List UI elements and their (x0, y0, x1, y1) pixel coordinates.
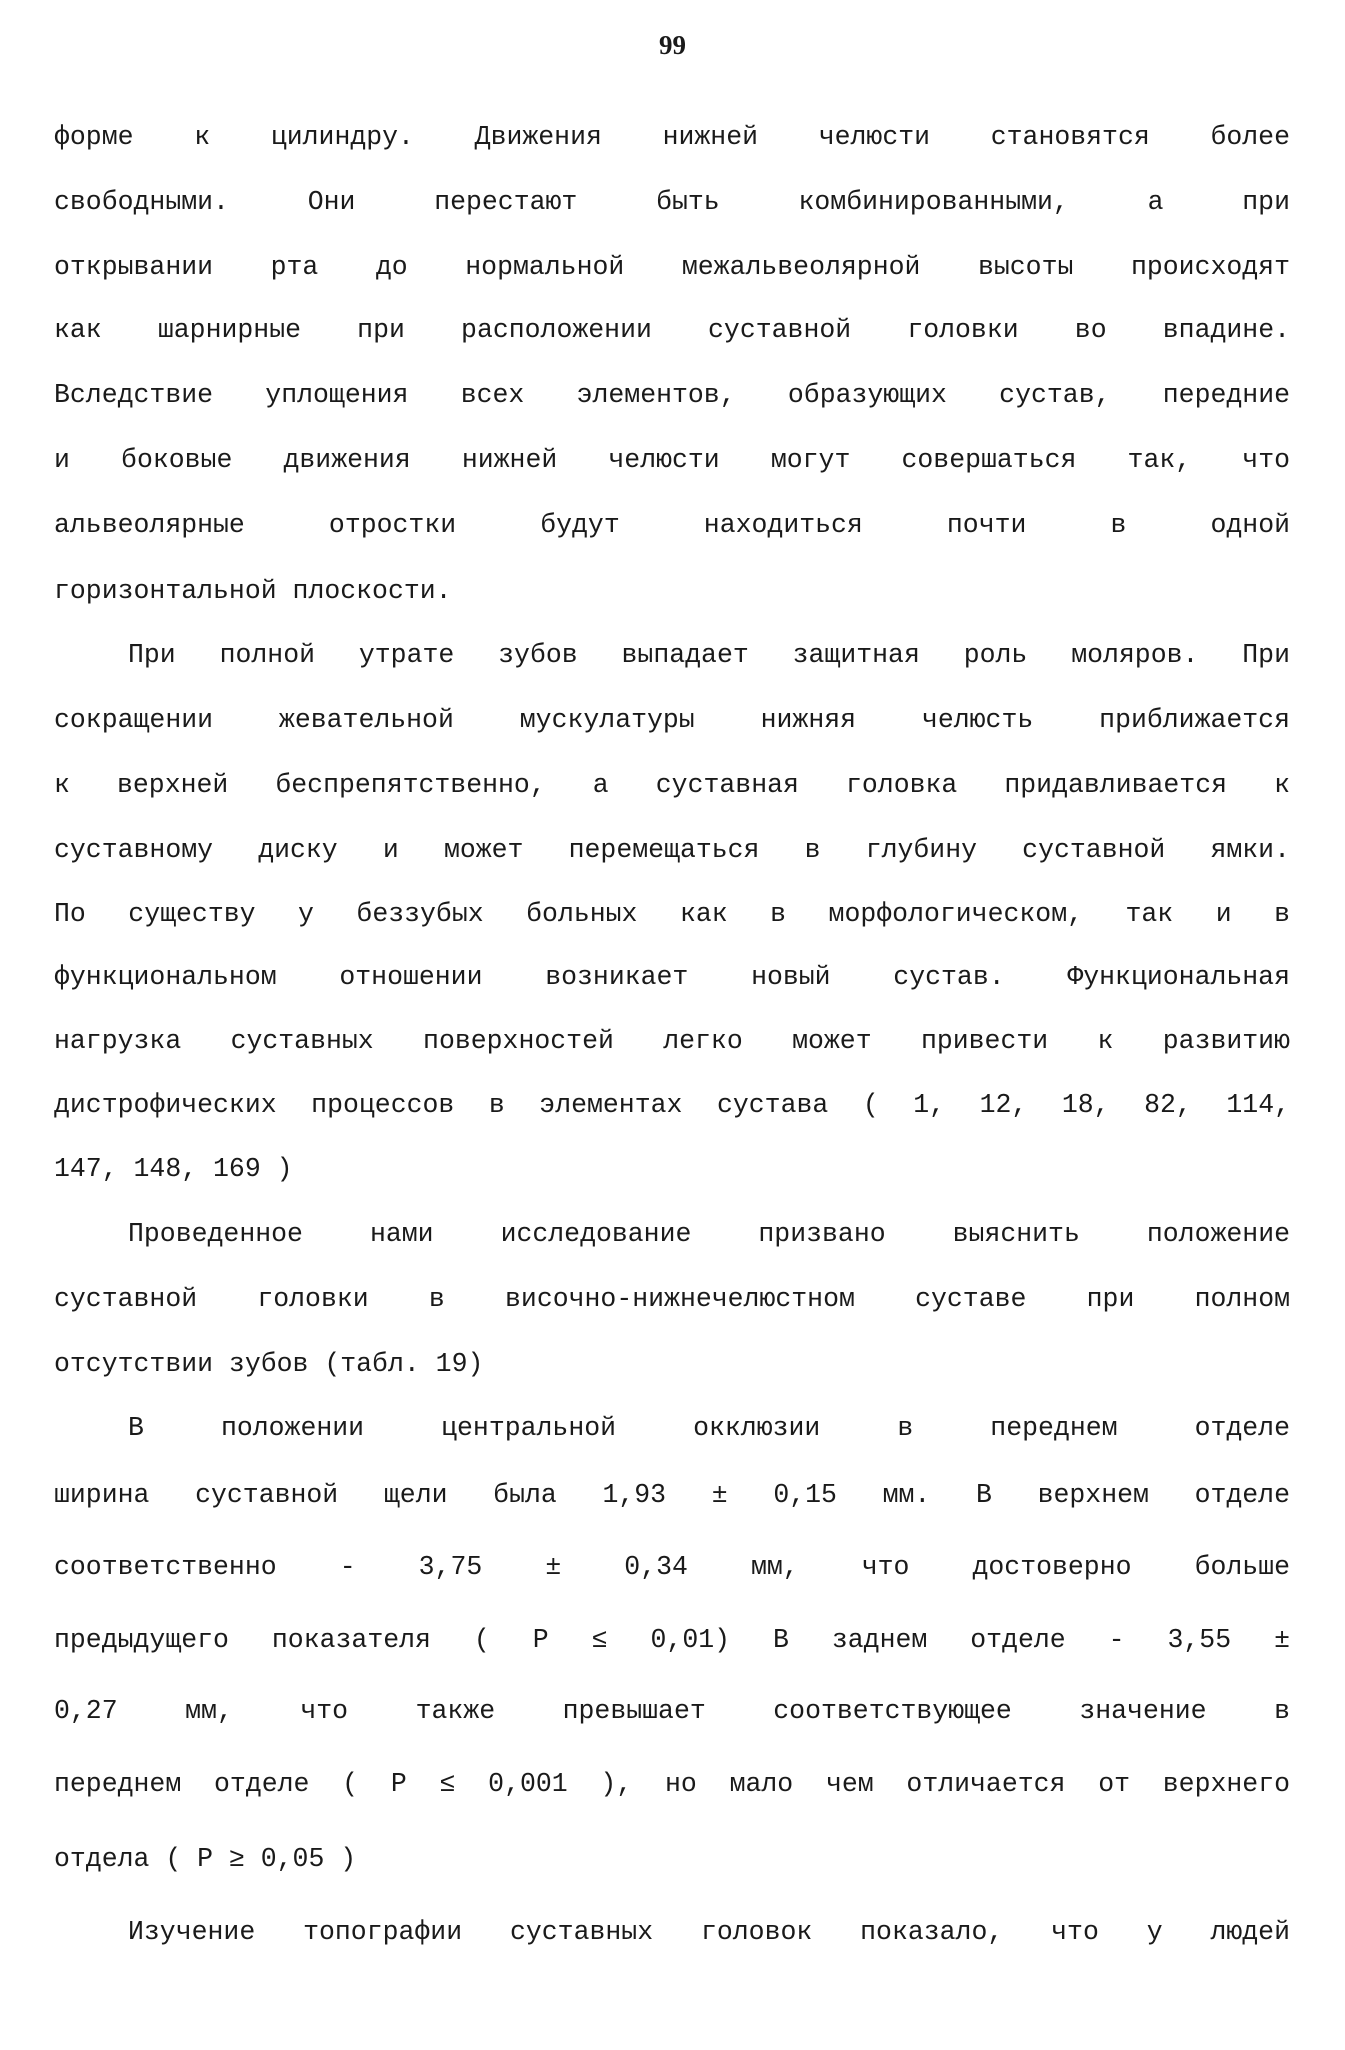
text-line: 147, 148, 169 ) (54, 1154, 293, 1184)
text-line: дистрофических процессов в элементах сустава ( 1, 12, 18, 82, 114, (54, 1090, 1290, 1120)
text-line: соответственно - 3,75 ± 0,34 мм, что достоверно больше (54, 1552, 1290, 1582)
text-line: При полной утрате зубов выпадает защитная роль моляров. При (128, 640, 1290, 670)
text-line: как шарнирные при расположении суставной головки во впадине. (54, 315, 1290, 345)
text-line: Изучение топографии суставных головок показало, что у людей (128, 1917, 1290, 1947)
text-line: отдела ( Р ≥ 0,05 ) (54, 1844, 357, 1874)
text-line: 0,27 мм, что также превышает соответствующее значение в (54, 1696, 1290, 1726)
text-line: суставному диску и может перемещаться в глубину суставной ямки. (54, 835, 1290, 865)
text-line: переднем отделе ( Р ≤ 0,001 ), но мало чем отличается от верхнего (54, 1769, 1290, 1799)
text-line: к верхней беспрепятственно, а суставная головка придавливается к (54, 770, 1290, 800)
text-line: нагрузка суставных поверхностей легко может привести к развитию (54, 1026, 1290, 1056)
text-line: и боковые движения нижней челюсти могут совершаться так, что (54, 445, 1290, 475)
text-line: сокращении жевательной мускулатуры нижняя челюсть приближается (54, 705, 1290, 735)
text-line: По существу у беззубых больных как в морфологическом, так и в (54, 899, 1290, 929)
text-line: Вследствие уплощения всех элементов, образующих сустав, передние (54, 380, 1290, 410)
text-line: Проведенное нами исследование призвано выяснить положение (128, 1219, 1290, 1249)
text-line: отсутствии зубов (табл. 19) (54, 1349, 484, 1379)
text-line: В положении центральной окклюзии в переднем отделе (128, 1413, 1290, 1443)
text-line: открывании рта до нормальной межальвеолярной высоты происходят (54, 252, 1290, 282)
text-line: форме к цилиндру. Движения нижней челюсти становятся более (54, 122, 1290, 152)
page-number: 99 (659, 30, 686, 60)
text-line: горизонтальной плоскости. (54, 576, 452, 606)
text-line: свободными. Они перестают быть комбинированными, а при (54, 187, 1290, 217)
text-line: ширина суставной щели была 1,93 ± 0,15 мм. В верхнем отделе (54, 1480, 1290, 1510)
text-line: альвеолярные отростки будут находиться почти в одной (54, 510, 1290, 540)
text-line: предыдущего показателя ( Р ≤ 0,01) В заднем отделе - 3,55 ± (54, 1625, 1290, 1655)
text-line: суставной головки в височно-нижнечелюстном суставе при полном (54, 1284, 1290, 1314)
text-line: функциональном отношении возникает новый сустав. Функциональная (54, 962, 1290, 992)
